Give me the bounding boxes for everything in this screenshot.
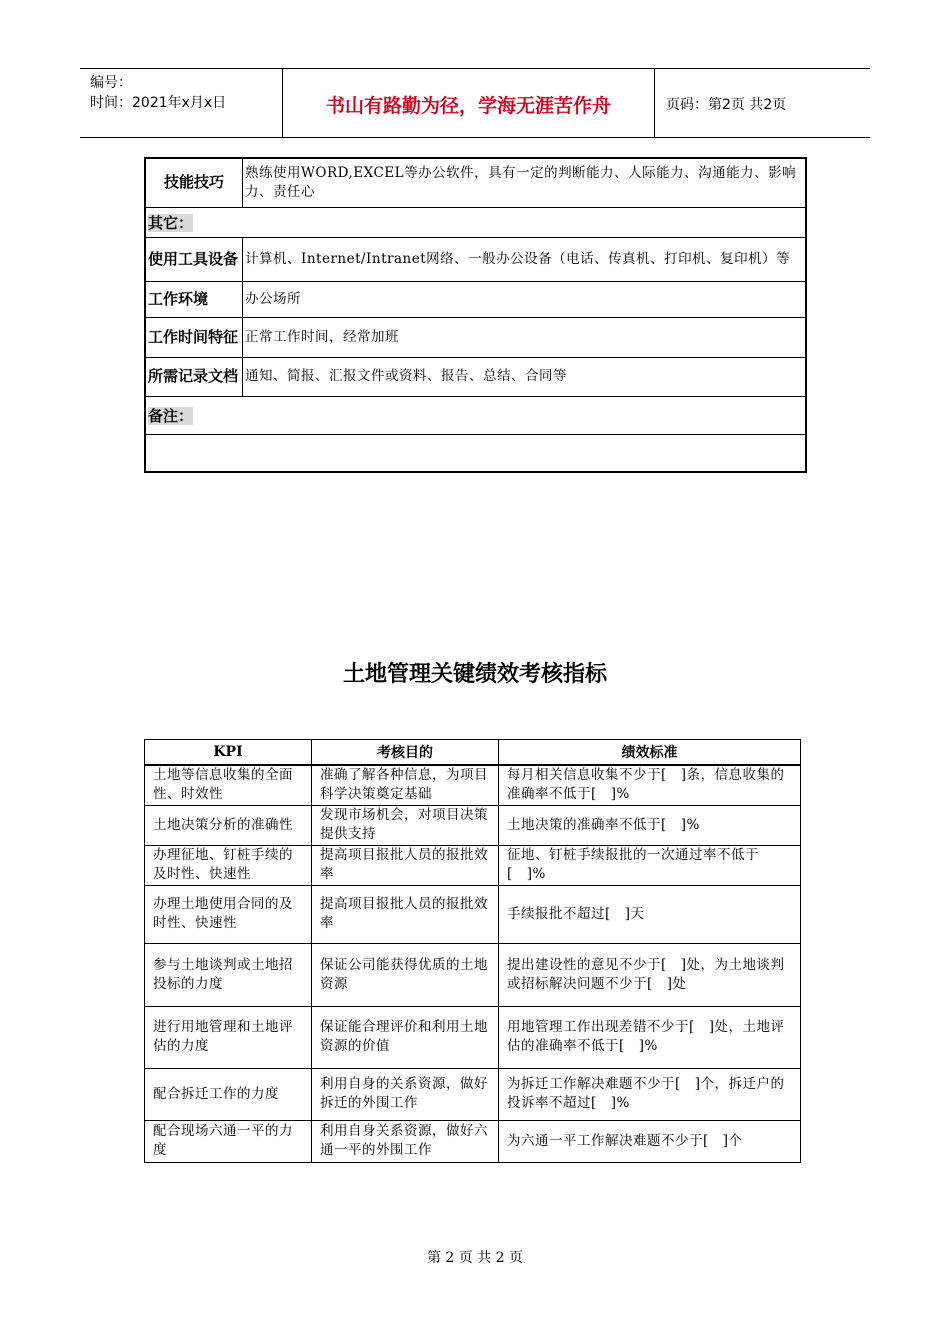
standard-cell: 为六通一平工作解决难题不少于[ ]个 — [499, 1120, 801, 1162]
standard-cell: 每月相关信息收集不少于[ ]条，信息收集的准确率不低于[ ]% — [499, 765, 801, 805]
table-row — [145, 805, 801, 845]
job-description-table — [144, 157, 807, 473]
page-footer: 第 2 页 共 2 页 — [426, 1250, 524, 1266]
skills-value: 熟练使用WORD,EXCEL等办公软件，具有一定的判断能力、人际能力、沟通能力、影响力、责任心 — [243, 158, 807, 207]
table-row — [145, 207, 806, 237]
kpi-cell: 进行用地管理和土地评估的力度 — [145, 1006, 312, 1068]
purpose-cell: 发现市场机会，对项目决策提供支持 — [312, 805, 499, 845]
row-label: 工作环境 — [145, 281, 243, 317]
kpi-cell: 配合现场六通一平的力度 — [145, 1120, 312, 1162]
table-row — [145, 1120, 801, 1162]
kpi-cell: 土地等信息收集的全面性、时效性 — [145, 765, 312, 805]
row-label: 使用工具设备 — [145, 237, 243, 281]
standard-cell: 征地、钉桩手续报批的一次通过率不低于[ ]% — [499, 845, 801, 885]
table-row — [145, 1006, 801, 1068]
document-number-label: 编号： — [90, 75, 132, 91]
standard-cell: 手续报批不超过[ ]天 — [499, 885, 801, 943]
table-row — [145, 317, 806, 357]
row-value: 正常工作时间，经常加班 — [243, 317, 807, 357]
column-header: KPI — [145, 740, 312, 766]
table-row — [145, 765, 801, 805]
column-header: 考核目的 — [312, 740, 499, 766]
table-row — [145, 943, 801, 1006]
row-value: 办公场所 — [243, 281, 807, 317]
purpose-cell: 准确了解各种信息，为项目科学决策奠定基础 — [312, 765, 499, 805]
table-header-row — [145, 740, 801, 766]
header-meta — [90, 73, 226, 113]
row-label: 所需记录文档 — [145, 357, 243, 396]
purpose-cell: 提高项目报批人员的报批效率 — [312, 845, 499, 885]
table-row — [145, 396, 806, 434]
page-title: 土地管理关键绩效考核指标 — [342, 662, 607, 687]
header-motto: 书山有路勤为径，学海无涯苦作舟 — [325, 95, 611, 117]
kpi-cell: 参与土地谈判或土地招投标的力度 — [145, 943, 312, 1006]
standard-cell: 用地管理工作出现差错不少于[ ]处，土地评估的准确率不低于[ ]% — [499, 1006, 801, 1068]
table-row — [145, 845, 801, 885]
purpose-cell: 保证公司能获得优质的土地资源 — [312, 943, 499, 1006]
table-row — [145, 885, 801, 943]
table-row — [145, 1068, 801, 1120]
table-row — [145, 281, 806, 317]
table-row — [145, 434, 806, 472]
column-header: 绩效标准 — [499, 740, 801, 766]
purpose-cell: 利用自身的关系资源，做好拆迁的外围工作 — [312, 1068, 499, 1120]
kpi-cell: 办理征地、钉桩手续的及时性、快速性 — [145, 845, 312, 885]
notes-section-heading: 备注： — [145, 396, 806, 434]
document-time-label: 时间：2021年x月x日 — [90, 95, 227, 111]
notes-content — [145, 434, 806, 472]
skills-label: 技能技巧 — [145, 158, 243, 207]
header-divider — [654, 69, 655, 137]
standard-cell: 提出建设性的意见不少于[ ]处，为土地谈判或招标解决问题不少于[ ]处 — [499, 943, 801, 1006]
purpose-cell: 利用自身关系资源，做好六通一平的外围工作 — [312, 1120, 499, 1162]
standard-cell: 土地决策的准确率不低于[ ]% — [499, 805, 801, 845]
kpi-table — [144, 739, 801, 1163]
row-label: 工作时间特征 — [145, 317, 243, 357]
kpi-cell: 土地决策分析的准确性 — [145, 805, 312, 845]
row-value: 计算机、Internet/Intranet网络、一般办公设备（电话、传真机、打印机、复印机）等 — [243, 237, 807, 281]
purpose-cell: 保证能合理评价和利用土地资源的价值 — [312, 1006, 499, 1068]
row-value: 通知、简报、汇报文件或资料、报告、总结、合同等 — [243, 357, 807, 396]
header-page-label: 页码：第2页 共2页 — [666, 97, 787, 113]
table-row — [145, 357, 806, 396]
kpi-cell: 配合拆迁工作的力度 — [145, 1068, 312, 1120]
purpose-cell: 提高项目报批人员的报批效率 — [312, 885, 499, 943]
page-header — [80, 68, 870, 138]
table-row — [145, 158, 806, 207]
table-row — [145, 237, 806, 281]
other-section-heading: 其它： — [145, 207, 806, 237]
kpi-cell: 办理土地使用合同的及时性、快速性 — [145, 885, 312, 943]
standard-cell: 为拆迁工作解决难题不少于[ ]个，拆迁户的投诉率不超过[ ]% — [499, 1068, 801, 1120]
